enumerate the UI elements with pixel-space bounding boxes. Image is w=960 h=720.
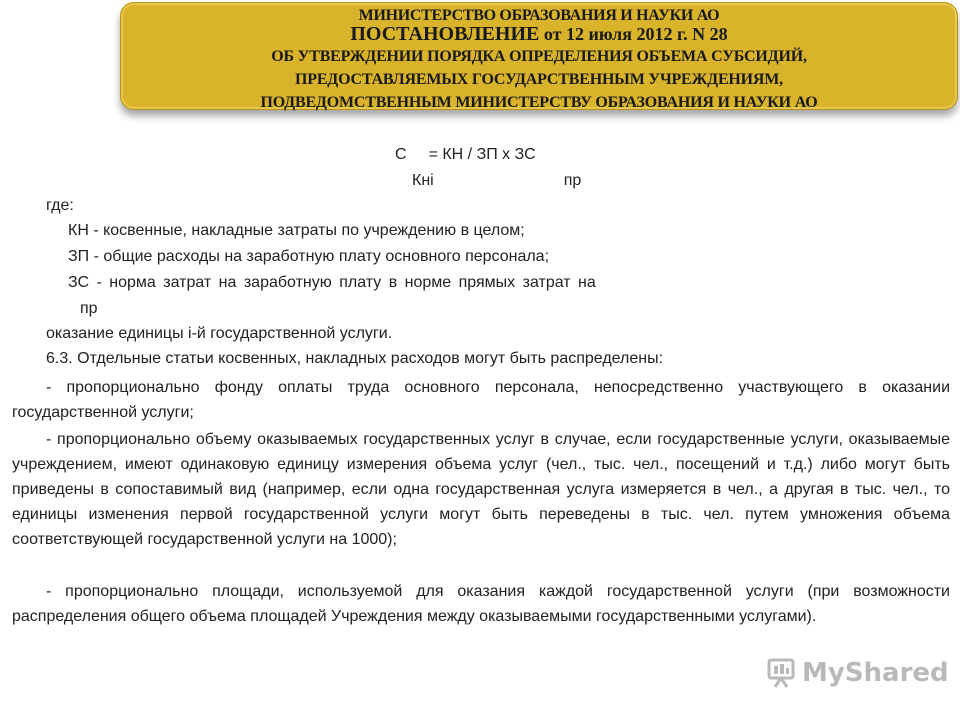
resolution-title bbox=[121, 23, 957, 46]
ministry-name: МИНИСТЕРСТВО ОБРАЗОВАНИЯ И НАУКИ АО bbox=[358, 7, 720, 24]
resolution-date: от 12 июля 2012 г. N 28 bbox=[539, 24, 728, 44]
presentation-board-icon bbox=[766, 657, 796, 689]
formula-left: С bbox=[395, 146, 407, 163]
subject-line-1: ОБ УТВЕРЖДЕНИИ ПОРЯДКА ОПРЕДЕЛЕНИЯ ОБЪЕМА СУБСИДИЙ, bbox=[271, 48, 807, 65]
formula-sub-left: Кнi bbox=[412, 172, 434, 189]
list-item-3: - пропорционально площади, используемой для оказания каждой государственной услуги (при возможности распределения общего объема площадей Учреждения между оказываемыми государственными услугами). bbox=[12, 583, 950, 625]
zs-continuation: оказание единицы i-й государственной услуги. bbox=[46, 325, 393, 342]
section-6-3: 6.3. Отдельные статьи косвенных, накладных расходов могут быть распределены: bbox=[46, 350, 664, 367]
subject-line-2: ПРЕДОСТАВЛЯЕМЫХ ГОСУДАРСТВЕННЫМ УЧРЕЖДЕНИЯМ, bbox=[295, 71, 783, 88]
zp-definition: ЗП - общие расходы на заработную плату основного персонала; bbox=[68, 248, 550, 265]
zs-subscript: пр bbox=[80, 300, 98, 317]
formula-sub-right: пр bbox=[563, 172, 582, 189]
zs-definition: ЗС - норма затрат на заработную плату в норме прямых затрат на bbox=[68, 274, 596, 291]
kn-definition: КН - косвенные, накладные затраты по учреждению в целом; bbox=[68, 222, 525, 239]
formula-main bbox=[395, 146, 536, 164]
title-banner bbox=[120, 2, 958, 110]
where-label: где: bbox=[46, 197, 74, 214]
formula-right: = КН / ЗП х ЗС bbox=[428, 146, 536, 163]
watermark-text: MyShared bbox=[802, 658, 949, 688]
list-item-2: - пропорционально объему оказываемых государственных услуг в случае, если государственные услуги, оказываемые учреждением, имеют одинаковую единицу измерения объема услуг (чел., тыс. чел., посещений и т.д.) либо могут быть приведены в сопоставимый вид (например, если одна государственная услуга измеряется в чел., а другая в тыс. чел., то единицы изменения первой государственной услуги могут быть переведены в тыс. чел. путем умножения объема соответствующей государственной услуги на 1000); bbox=[12, 431, 950, 548]
list-item-1: - пропорционально фонду оплаты труда основного персонала, непосредственно участвующего в оказании государственной услуги; bbox=[12, 379, 950, 421]
subject-line-3: ПОДВЕДОМСТВЕННЫМ МИНИСТЕРСТВУ ОБРАЗОВАНИЯ И НАУКИ АО bbox=[260, 94, 818, 111]
formula-subscripts bbox=[412, 172, 581, 190]
watermark-logo bbox=[766, 656, 949, 690]
resolution-word: ПОСТАНОВЛЕНИЕ bbox=[350, 23, 540, 45]
